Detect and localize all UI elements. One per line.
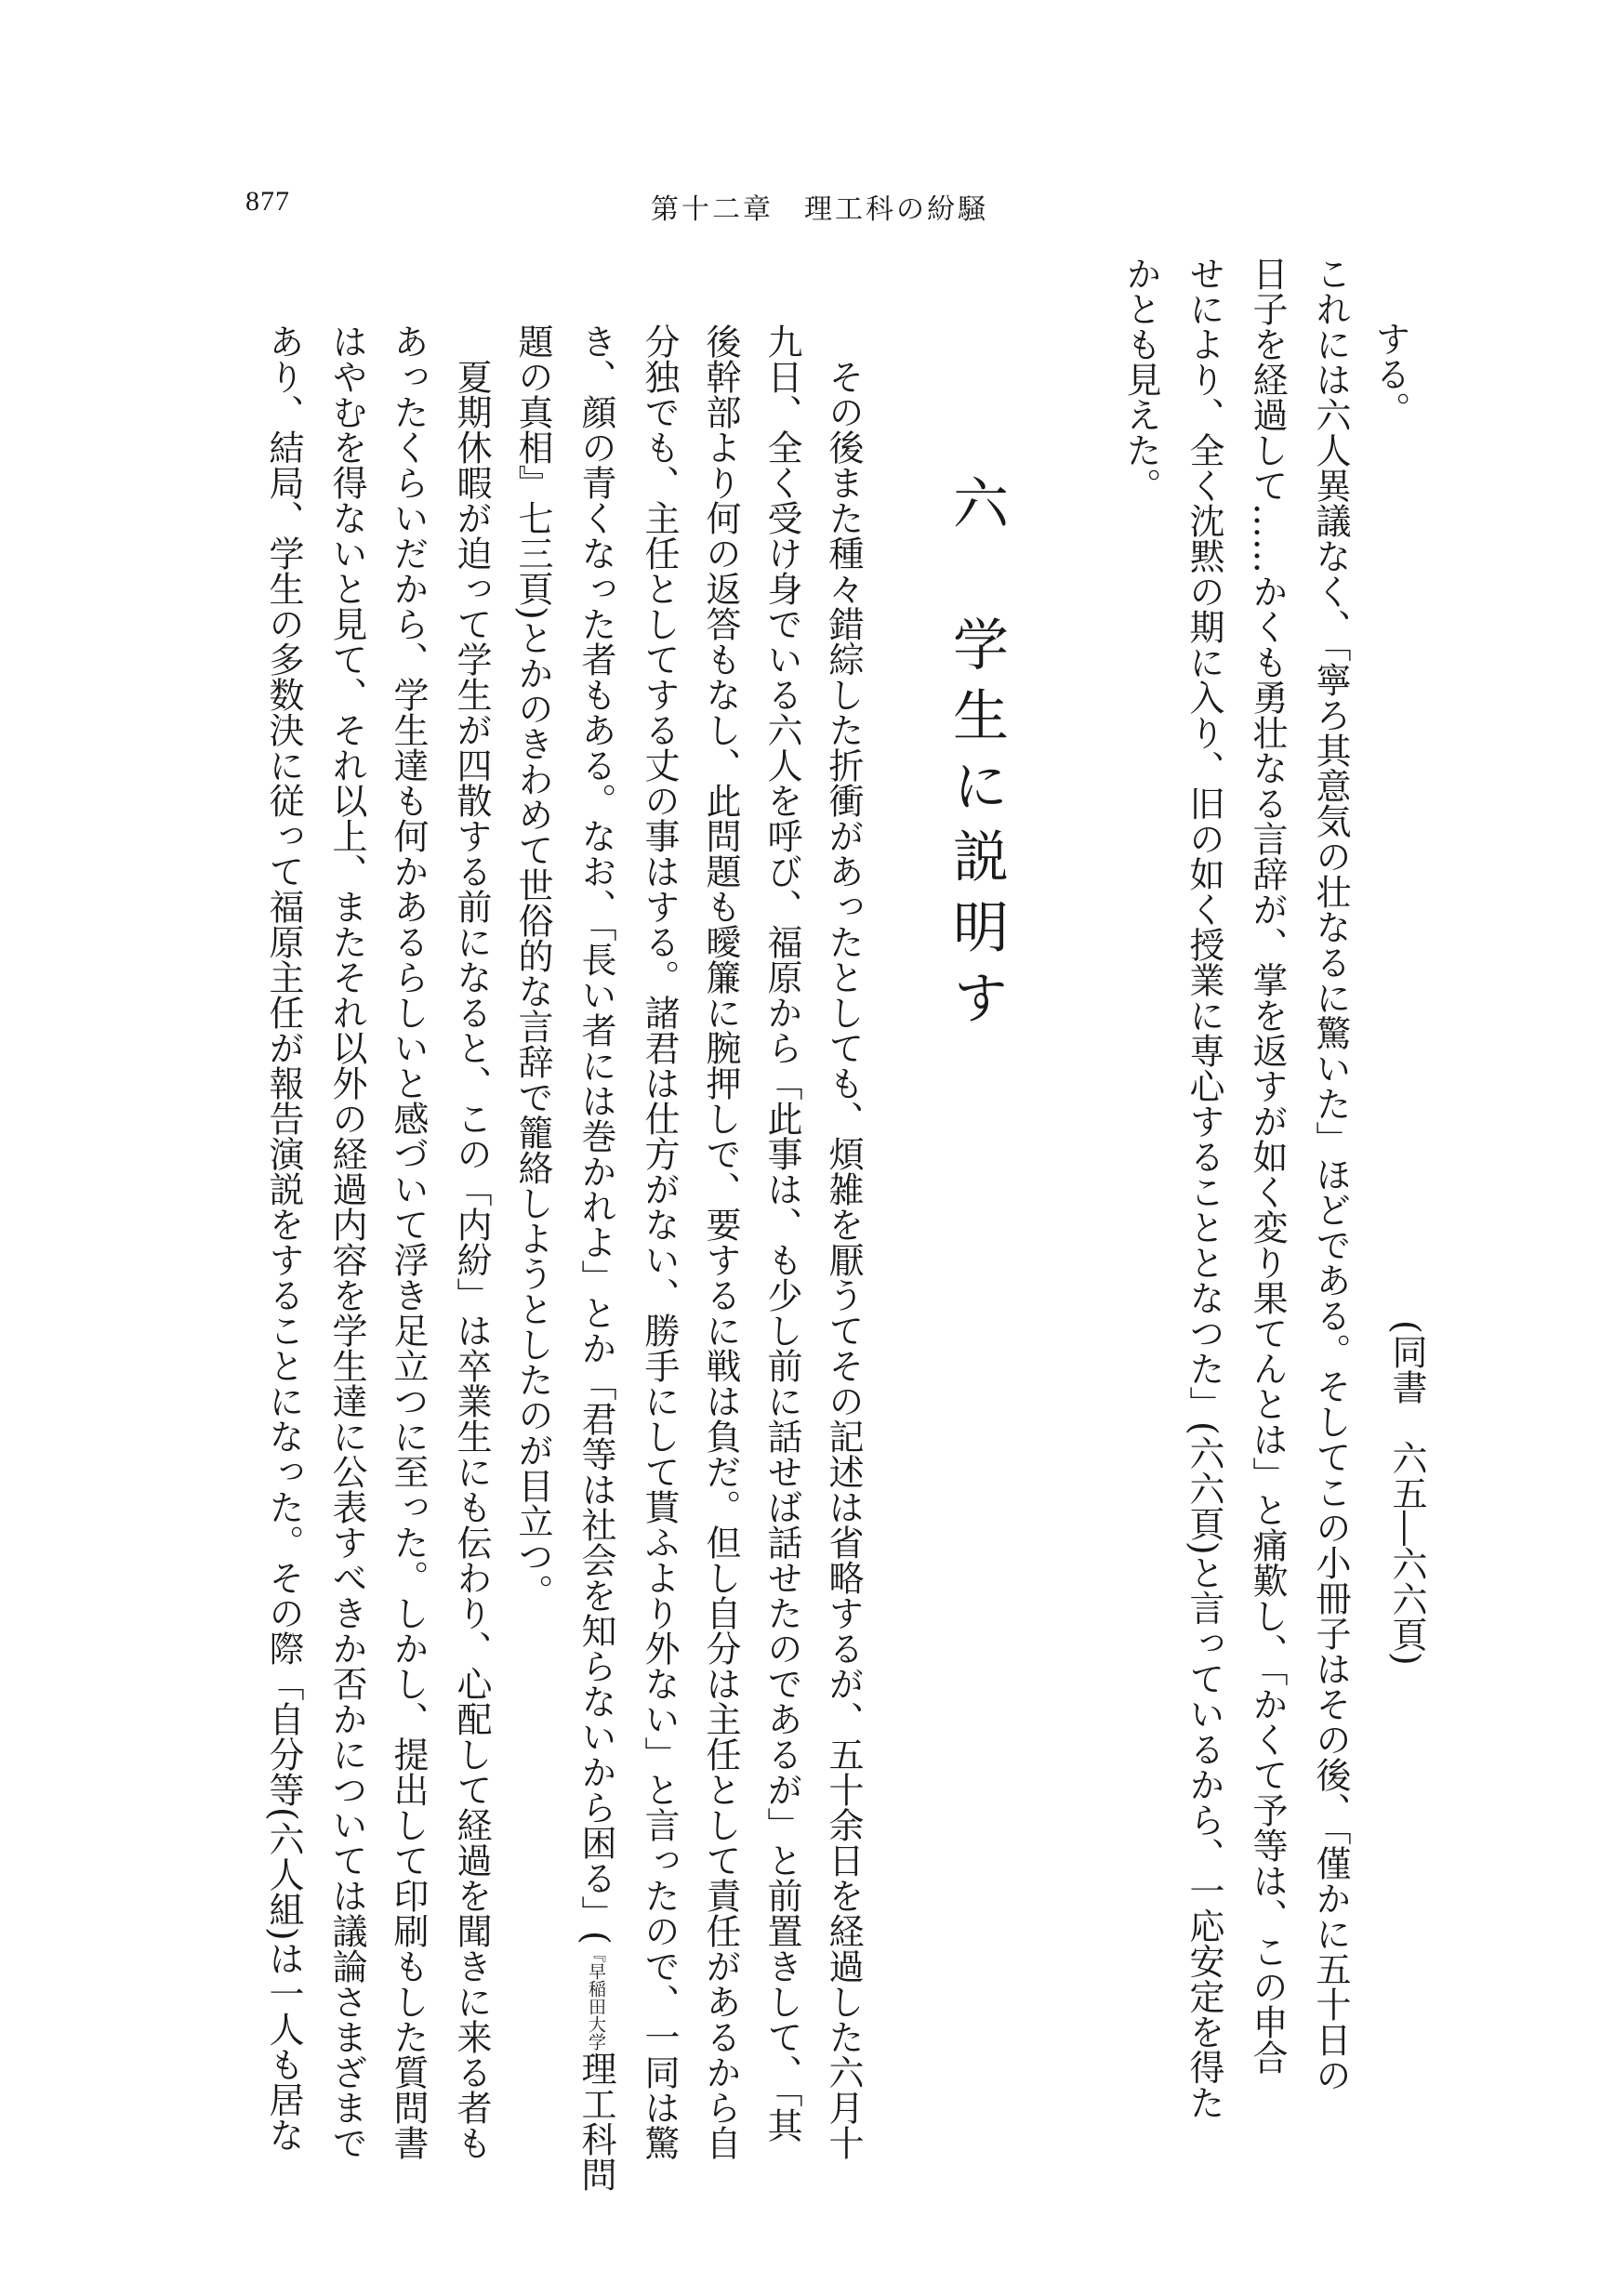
source-annotation-line-1: 『早稲田 bbox=[586, 1944, 606, 2015]
text-column-12: 夏期休暇が迫って学生が四散する前になると、この「内紛」は卒業生にも伝わり、心配して経過を聞きに来る者も bbox=[451, 323, 492, 2160]
page-number: 877 bbox=[245, 186, 290, 217]
text-column-13: あったくらいだから、学生達も何かあるらしいと感づいて浮き足立つに至った。しかし、提出して印刷もした質問書 bbox=[388, 323, 429, 2160]
section-heading: 六 学生に説明す bbox=[944, 474, 1009, 1039]
text-column-7: 九日、全く受け身でいる六人を呼び、福原から「此事は、も少し前に話せば話せたのであるが」と前置きして、「其 bbox=[761, 323, 802, 2143]
text-column-5: かとも見えた。 bbox=[1120, 256, 1161, 503]
text-column-15: あり、結局、学生の多数決に従って福原主任が報告演説をすることになった。その際「自分等(六人組)は一人も居な bbox=[263, 323, 304, 2153]
text-column-10 bbox=[575, 323, 616, 2192]
text-column-3: 日子を経過して……かくも勇壮なる言辞が、掌を返すが如く変り果てんとは」と痛歎し、「かくて予等は、この申合 bbox=[1247, 256, 1288, 2075]
running-head: 第十二章 理工科の紛騒 bbox=[651, 193, 988, 226]
text-column-14: はやむを得ないと見て、それ以上、またそれ以外の経過内容を学生達に公表すべきか否かについては議論さまざまで bbox=[326, 323, 367, 2160]
text-column-1: する。 bbox=[1369, 321, 1410, 427]
text-column-8: 後幹部より何の返答もなし、此問題も曖簾に腕押しで、要するに戦は負だ。但し自分は主任として責任があるから自 bbox=[700, 323, 741, 2160]
text-column-6: その後また種々錯綜した折衝があったとしても、煩雑を厭うてその記述は省略するが、五十余日を経過した六月十 bbox=[823, 323, 864, 2160]
column-10-text-after: 理工科問 bbox=[575, 2050, 616, 2192]
text-column-4: せにより、全く沈黙の期に入り、旧の如く授業に専心することとなつた」(六六頁)と言っているから、一応安定を得た bbox=[1184, 256, 1224, 2120]
column-10-text-before: き、顔の青くなった者もある。なお、「長い者には巻かれよ」とか「君等は社会を知らないから困る」( bbox=[575, 323, 616, 1945]
text-column-2: これには六人異議なく、「寧ろ其意気の壮なるに驚いた」ほどである。そしてこの小冊子はその後、「僅かに五十日の bbox=[1310, 256, 1351, 2092]
text-column-11: 題の真相』七三頁)とかのきわめて世俗的な言辞で籠絡しようとしたのが目立つ。 bbox=[512, 323, 553, 1609]
quote-attribution: (同書 六五―六六頁) bbox=[1386, 1320, 1427, 1666]
text-column-9: 分独でも、主任としてする丈の事はする。諸君は仕方がない、勝手にして貰ふより外ない」と言ったので、一同は驚 bbox=[639, 323, 680, 2160]
source-annotation-line-2: 大学 bbox=[586, 2014, 606, 2051]
